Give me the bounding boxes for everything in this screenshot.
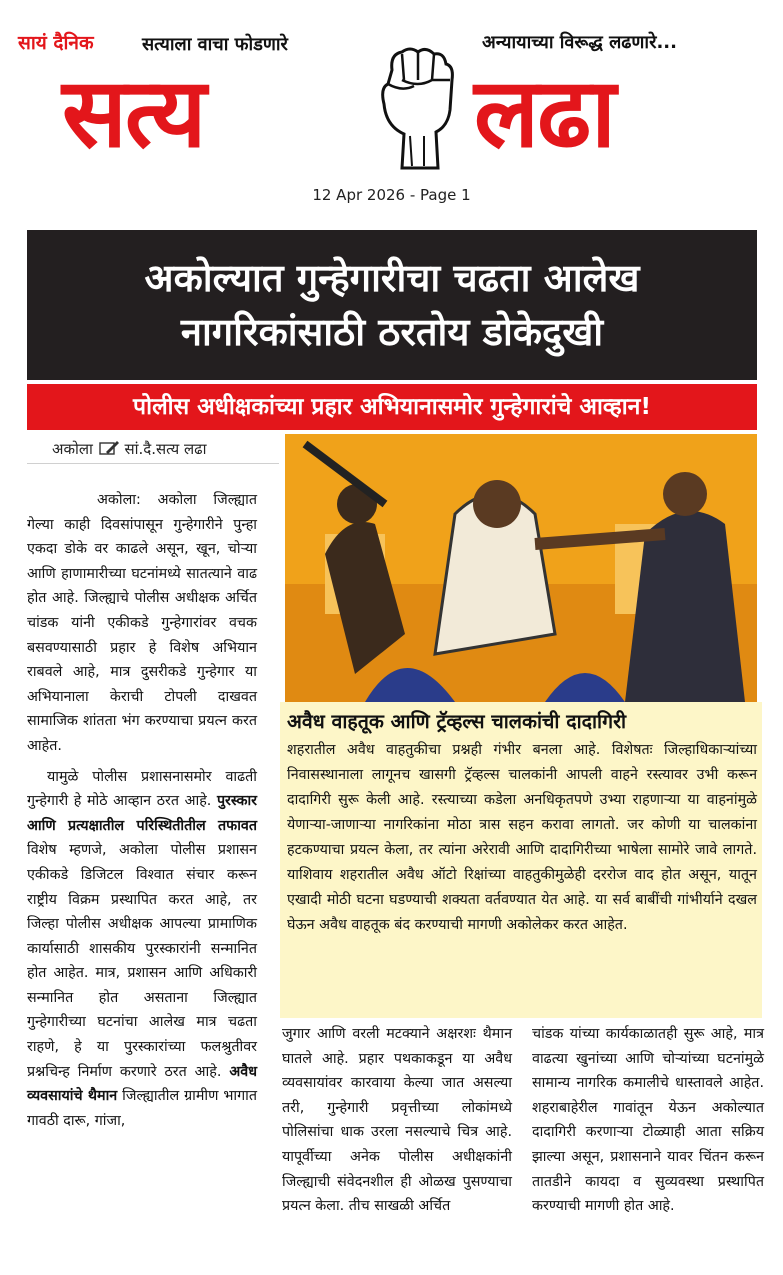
col1-paragraph-3-rest: जिल्ह्यातील ग्रामीण भागात गावठी दारू, गांजा, [27,1088,257,1129]
byline [52,439,206,460]
pen-writing-icon [98,440,120,460]
byline-source: सां.दै.सत्य लढा [124,440,207,458]
col1-subheading-2: अवैध व्यवसायांचे थैमान [27,1063,257,1105]
tagline-right: अन्यायाच्या विरूद्ध लढणारे... [482,32,677,53]
article-column-2: जुगार आणि वरली मटक्याने अक्षरशः थैमान घातले आहे. प्रहार पथकाकडून या अवैध व्यवसायांवर कारवाया केल्या जात असल्या तरी, गुन्हेगारी प्रवृत्तीच्या लोकांमध्ये पोलिसांचा धाक उरला नसल्याचे चित्र आहे. यापूर्वीच्या अनेक पोलीस अधीक्षकांनी जिल्ह्याची संवेदनशील ही ओळख पुसण्याचा प्रयत्न केला. तीच साखळी अर्चित [282,1026,512,1215]
masthead-name-left: सत्य [62,57,205,169]
article-column-1 [27,488,257,1139]
article-column-3: चांडक यांच्या कार्यकाळातही सुरू आहे, मात्र वाढत्या खुनांच्या आणि चोऱ्यांच्या घटनांमुळे सामान्य नागरिक कमालीचे धास्तावले आहेत. शहराबाहेरील गावांतून येऊन अकोल्यात दादागिरी करणाऱ्या टोळ्याही आता सक्रिय झाल्या असून, प्रशासनाने यावर चिंतन करून तातडीने कायदा व सुव्यवस्था प्रस्थापित करण्याची मागणी होत आहे. [532,1026,764,1215]
col1-paragraph-1: अकोला: अकोला जिल्ह्यात गेल्या काही दिवसांपासून गुन्हेगारीने पुन्हा एकदा डोके वर काढले असून, खून, चोऱ्या आणि हाणामारीच्या घटनांमध्ये सातत्याने वाढ होत आहे. जिल्ह्याचे पोलीस अधीक्षक अर्चित चांडक यांनी एकीकडे गुन्हेगारांवर वचक बसवण्यासाठी प्रहार हे विशेष अभियान राबवले आहे, मात्र दुसरीकडे गुन्हेगार या अभियानाला केराची टोपली दाखवत सामाजिक शांतता भंग करण्याचा प्रयत्न करत आहेत. [27,492,257,754]
col1-paragraph-2 [27,765,257,1134]
boxed-story-text: शहरातील अवैध वाहतुकीचा प्रश्नही गंभीर बनला आहे. विशेषतः जिल्हाधिकाऱ्यांच्या निवासस्थानाला लागूनच खासगी ट्रॅव्हल्स चालकांनी आपली वाहने रस्त्यावर उभी करून दादागिरी सुरू केली आहे. रस्त्याच्या कडेला अनधिकृतपणे उभ्या राहणाऱ्या या वाहनांमुळे येणाऱ्या-जाणाऱ्या नागरिकांना मोठा त्रास सहन करावा लागतो. जर कोणी या चालकांना हटकण्याचा प्रयत्न केला, तर त्यांना अरेरावी आणि दादागिरीच्या भाषेला सामोरे जावे लागते. याशिवाय शहरातील अवैध ऑटो रिक्षांच्या वाहतुकीमुळेही दररोज वाद होत असून, यातून एखादी मोठी घटना घडण्याची शक्यता वर्तवण्यात येत आहे. या सर्व बाबींची गांभीर्याने दखल घेऊन अवैध वाहतूक बंद करण्याची मागणी अकोलेकर करत आहेत. [287,742,757,933]
byline-divider [27,463,279,464]
crime-illustration-image [285,434,757,702]
headline-line-1: अकोल्यात गुन्हेगारीचा चढता आलेख [144,256,640,300]
dateline: 12 Apr 2026 - Page 1 [312,186,471,204]
col1-paragraph-2-rest: विशेष म्हणजे, अकोला पोलीस प्रशासन एकीकडे डिजिटल विश्वात संचार करून राष्ट्रीय विक्रम प्रस्थापित करत आहे, तर जिल्हा पोलीस अधीक्षक आपल्या प्रामाणिक कार्यासाठी शासकीय पुरस्कारांनी सन्मानित होत आहेत. मात्र, प्रशासन आणि अधिकारी सन्मानित होत असताना जिल्ह्यात गुन्हेगारीच्या घटनांचा आलेख मात्र चढता राहणे, हे या पुरस्कारांच्या फलश्रुतीवर प्रश्नचिन्ह निर्माण करणारे ठरत आहे. [27,842,257,1080]
byline-place: अकोला [52,440,93,458]
raised-fist-icon [362,40,472,170]
headline-box [27,230,757,380]
tagline-left: सत्याला वाचा फोडणारे [142,34,288,55]
headline-line-2: नागरिकांसाठी ठरतोय डोकेदुखी [180,310,604,354]
col1-subheading-1: पुरस्कार आणि प्रत्यक्षातील परिस्थितीतील तफावत [27,793,257,834]
boxed-story-title: अवैध वाहतूक आणि ट्रॅव्हल्स चालकांची दादागिरी [287,710,627,733]
edition-label: सायं दैनिक [18,32,94,54]
subheadline: पोलीस अधीक्षकांच्या प्रहार अभियानासमोर गुन्हेगारांचे आव्हान! [27,384,757,430]
col1-paragraph-2-start: यामुळे पोलीस प्रशासनासमोर वाढती गुन्हेगारी हे मोठे आव्हान ठरत आहे. [27,768,257,810]
masthead-name-right: लढा [474,57,614,169]
